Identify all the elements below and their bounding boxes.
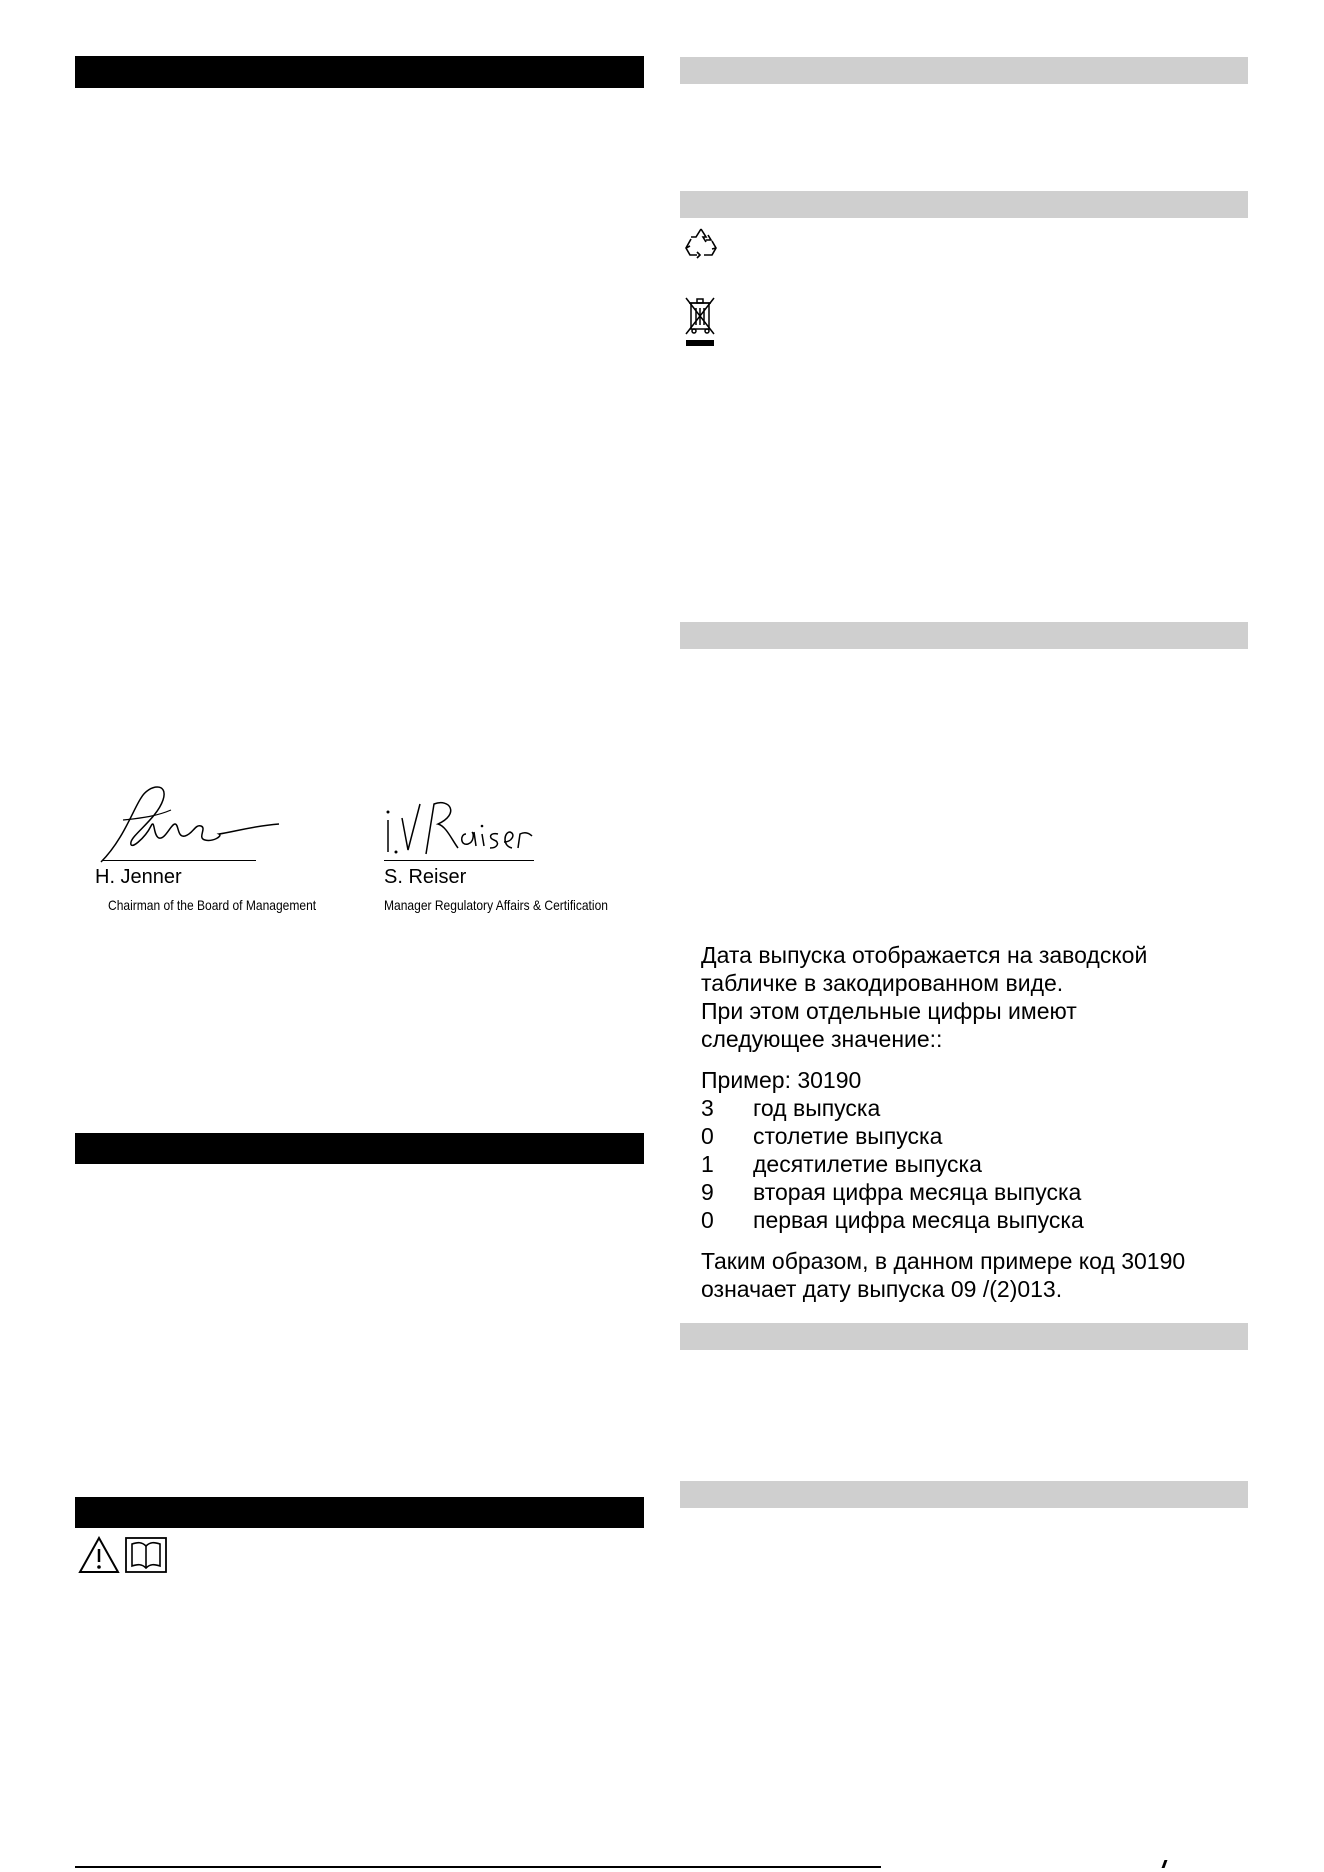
section-header-bar-grey-1 [680, 57, 1248, 84]
signer-title-jenner: Chairman of the Board of Management [108, 897, 317, 913]
meaning: десятилетие выпуска [753, 1151, 982, 1177]
date-code-row [701, 1178, 1185, 1206]
conclusion-line: означает дату выпуска 09 /(2)013. [701, 1276, 1063, 1302]
signer-name-jenner: H. Jenner [95, 866, 182, 888]
footer-mark [1162, 1860, 1168, 1868]
signer-name-reiser: S. Reiser [384, 866, 467, 888]
signature-reiser [380, 790, 540, 865]
conclusion-line: Таким образом, в данном примере код 30190 [701, 1248, 1186, 1274]
signature-line-jenner [103, 860, 256, 861]
date-code-example: Пример: 30190 [701, 1067, 862, 1093]
intro-line: следующее значение:: [701, 1026, 943, 1052]
meaning: вторая цифра месяца выпуска [753, 1179, 1082, 1205]
section-header-bar-2 [75, 1133, 644, 1164]
date-code-row [701, 1150, 1185, 1178]
crossed-out-bin-icon [683, 295, 717, 347]
date-code-row [701, 1206, 1185, 1234]
open-book-icon [124, 1536, 168, 1574]
intro-line: табличке в закодированном виде. [701, 970, 1064, 996]
signer-title-reiser: Manager Regulatory Affairs & Certification [384, 897, 608, 913]
date-code-intro [701, 941, 1185, 1303]
meaning: столетие выпуска [753, 1123, 943, 1149]
section-header-bar-3 [75, 1497, 644, 1528]
digit: 9 [701, 1179, 714, 1205]
meaning: первая цифра месяца выпуска [753, 1207, 1084, 1233]
meaning: год выпуска [753, 1095, 881, 1121]
section-header-bar-grey-3 [680, 622, 1248, 649]
intro-line: Дата выпуска отображается на заводской [701, 942, 1148, 968]
signature-line-reiser [384, 860, 534, 861]
date-code-row [701, 1094, 1185, 1122]
section-header-bar-grey-4 [680, 1323, 1248, 1350]
section-header-bar-1 [75, 56, 644, 88]
digit: 3 [701, 1095, 714, 1121]
digit: 1 [701, 1151, 714, 1177]
digit: 0 [701, 1123, 714, 1149]
section-header-bar-grey-5 [680, 1481, 1248, 1508]
footer-rule [75, 1866, 881, 1868]
digit: 0 [701, 1207, 714, 1233]
warning-triangle-icon [78, 1536, 120, 1574]
date-code-row [701, 1122, 1185, 1150]
intro-line: При этом отдельные цифры имеют [701, 998, 1077, 1024]
recycle-icon [682, 226, 720, 260]
section-header-bar-grey-2 [680, 191, 1248, 218]
